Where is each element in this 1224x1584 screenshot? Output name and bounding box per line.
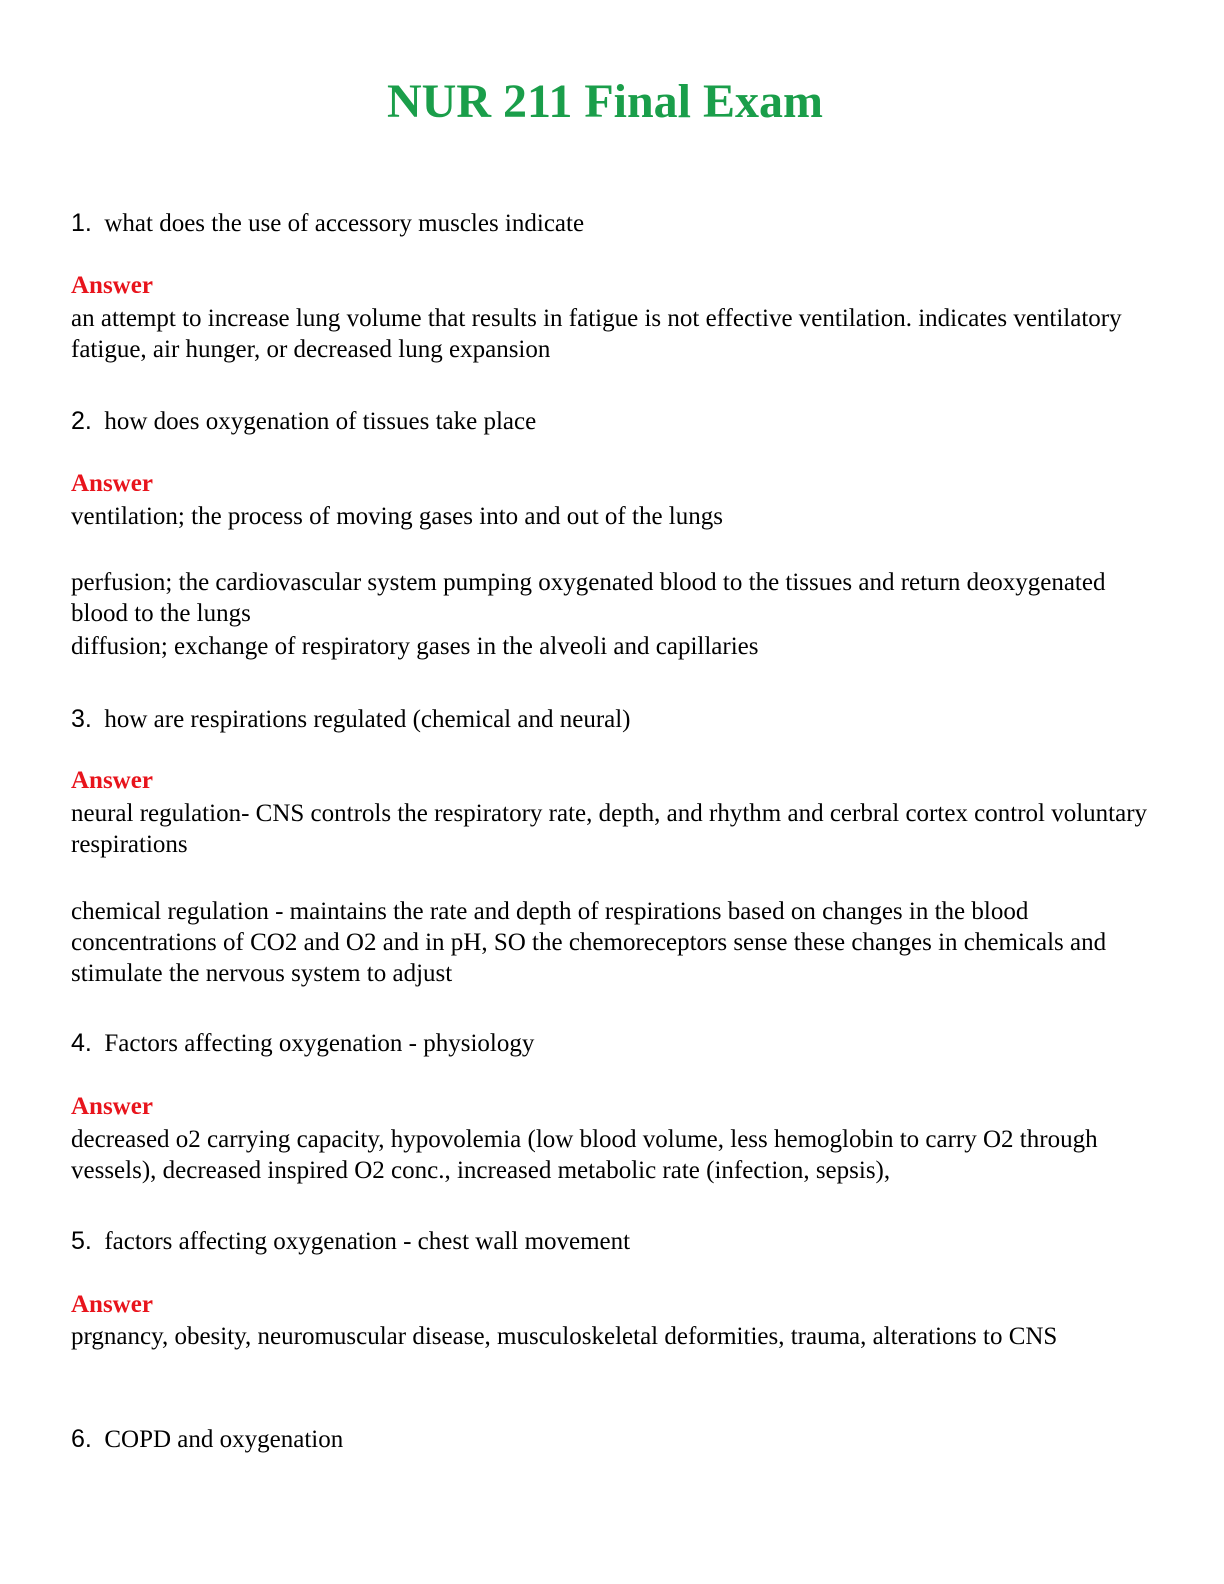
question-text: what does the use of accessory muscles indicate	[104, 210, 585, 237]
answer-label-4: Answer	[71, 1093, 153, 1120]
question-2	[71, 405, 1151, 438]
answer-2-paragraph-2: perfusion; the cardiovascular system pumping oxygenated blood to the tissues and return deoxygenated blood to the lungs	[71, 569, 1106, 627]
question-4	[71, 1027, 1151, 1060]
answer-label-5: Answer	[71, 1291, 153, 1318]
question-number: 4.	[71, 1029, 92, 1057]
question-text: how does oxygenation of tissues take place	[104, 408, 537, 435]
answer-3-paragraph-1: neural regulation- CNS controls the respiratory rate, depth, and rhythm and cerbral cortex control voluntary respirations	[71, 800, 1148, 858]
answer-4-paragraph-1: decreased o2 carrying capacity, hypovolemia (low blood volume, less hemoglobin to carry O2 through vessels), decreased inspired O2 conc., increased metabolic rate (infection, sepsis),	[71, 1126, 1098, 1184]
question-number: 1.	[71, 209, 92, 237]
page-title: NUR 211 Final Exam	[386, 75, 824, 128]
answer-2-paragraph-3: diffusion; exchange of respiratory gases in the alveoli and capillaries	[71, 633, 759, 660]
question-number: 5.	[71, 1227, 92, 1255]
question-text: factors affecting oxygenation - chest wall movement	[104, 1228, 631, 1255]
question-number: 3.	[71, 705, 92, 733]
question-text: Factors affecting oxygenation - physiology	[104, 1030, 535, 1057]
answer-label-3: Answer	[71, 767, 153, 794]
question-text: COPD and oxygenation	[104, 1426, 344, 1453]
question-6	[71, 1423, 1151, 1456]
question-text: how are respirations regulated (chemical and neural)	[104, 706, 631, 733]
answer-3-paragraph-2: chemical regulation - maintains the rate and depth of respirations based on changes in the blood concentrations of CO2 and O2 and in pH, SO the chemoreceptors sense these changes in chemicals and stimulate the nervous system to adjust	[71, 898, 1107, 987]
answer-5-paragraph-1: prgnancy, obesity, neuromuscular disease, musculoskeletal deformities, trauma, alterations to CNS	[71, 1323, 1058, 1350]
question-3	[71, 703, 1151, 736]
answer-1-paragraph-1: an attempt to increase lung volume that results in fatigue is not effective ventilation. indicates ventilatory fatigue, air hunger, or decreased lung expansion	[71, 305, 1122, 363]
answer-label-1: Answer	[71, 272, 153, 299]
answer-label-2: Answer	[71, 470, 153, 497]
question-1	[71, 207, 1151, 240]
question-number: 6.	[71, 1425, 92, 1453]
question-5	[71, 1225, 1151, 1258]
question-number: 2.	[71, 407, 92, 435]
answer-2-paragraph-1: ventilation; the process of moving gases into and out of the lungs	[71, 503, 723, 530]
